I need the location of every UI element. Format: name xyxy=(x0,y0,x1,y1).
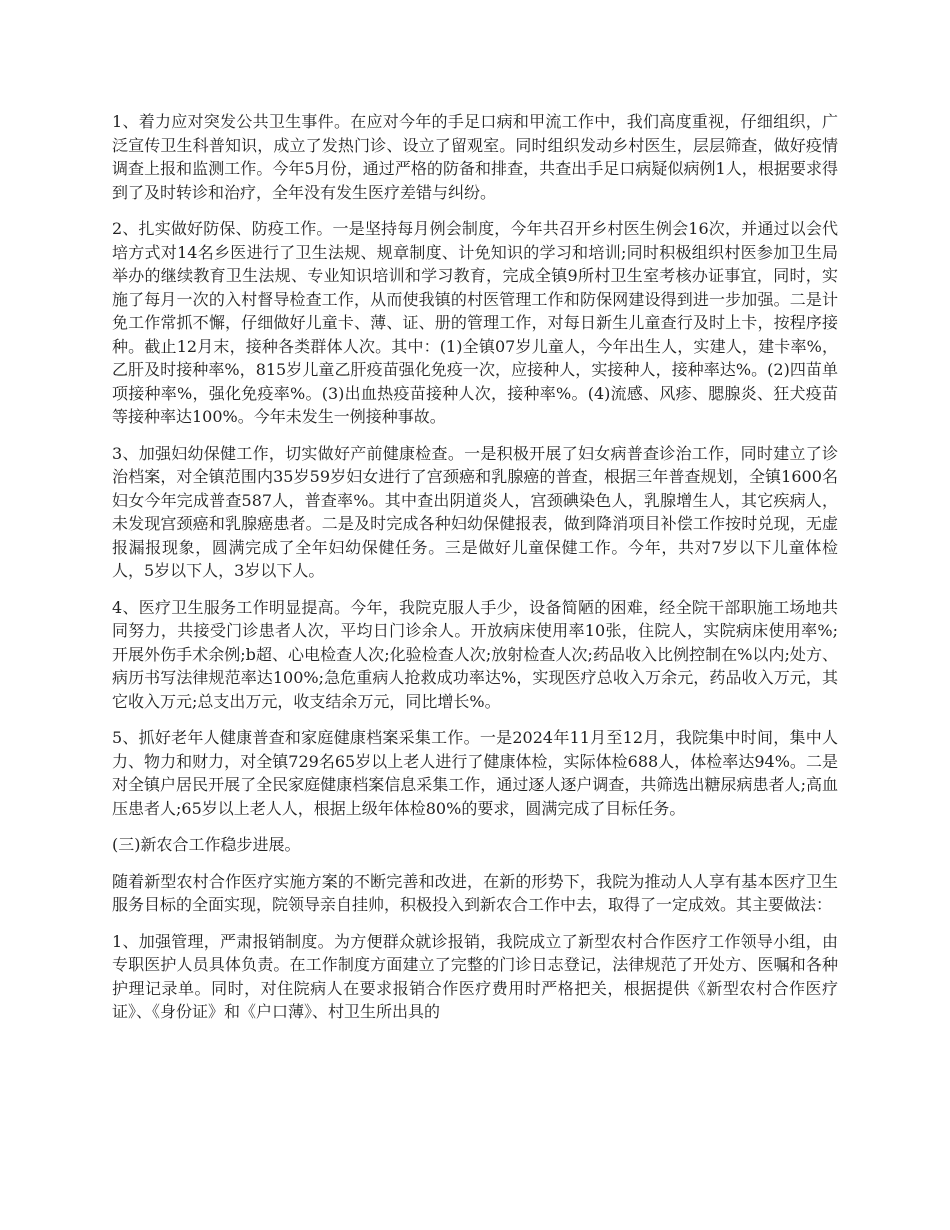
section-heading-new-rural-cooperative: (三)新农合工作稳步进展。 xyxy=(112,835,301,854)
paragraph-medical-services: 4、医疗卫生服务工作明显提高。今年，我院克服人手少，设备简陋的困难，经全院干部职施工场地共同努力，共接受门诊患者人次，平均日门诊余人。开放病床使用率10张，住院人，实院病床使用率%;开展外伤手术余例;b超、心电检查人次;化验检查人次;放射检查人次;药品收入比例控制在%以内;处方、病历书写法律规范率达100%;急危重病人抢救成功率达%，实现医疗总收入万余元，药品收入万元，其它收入万元;总支出万元，收支结余万元，同比增长%。 xyxy=(112,597,838,711)
paragraph-cooperative-intro: 随着新型农村合作医疗实施方案的不断完善和改进，在新的形势下，我院为推动人人享有基本医疗卫生服务目标的全面实现，院领导亲自挂帅，积极投入到新农合工作中去，取得了一定成效。其主要做法： xyxy=(112,871,838,914)
paragraph-elderly-health-records: 5、抓好老年人健康普查和家庭健康档案采集工作。一是2024年11月至12月，我院集中时间，集中人力、物力和财力，对全镇729名65岁以上老人进行了健康体检，实际体检688人，体检率达94%。二是对全镇户居民开展了全民家庭健康档案信息采集工作，通过逐人逐户调查，共筛选出糖尿病患者人;高血压患者人;65岁以上老人人，根据上级年体检80%的要求，圆满完成了目标任务。 xyxy=(112,728,838,818)
paragraph-immunization: 2、扎实做好防保、防疫工作。一是坚持每月例会制度，今年共召开乡村医生例会16次，并通过以会代培方式对14名乡医进行了卫生法规、规章制度、计免知识的学习和培训;同时积极组织村医参加卫生局举办的继续教育卫生法规、专业知识培训和学习教育，完成全镇9所村卫生室考核办证事宜，同时，实施了每月一次的入村督导检查工作，从而使我镇的村医管理工作和防保网建设得到进一步加强。二是计免工作常抓不懈，仔细做好儿童卡、薄、证、册的管理工作，对每日新生儿童查行及时上卡，按程序接种。截止12月末，接种各类群体人次。其中：(1)全镇07岁儿童人，今年出生人，实建人，建卡率%，乙肝及时接种率%，815岁儿童乙肝疫苗强化免疫一次，应接种人，实接种人，接种率达%。(2)四苗单项接种率%，强化免疫率%。(3)出血热疫苗接种人次，接种率%。(4)流感、风疹、腮腺炎、狂犬疫苗等接种率达100%。今年未发生一例接种事故。 xyxy=(112,219,838,426)
paragraph-maternal-child-health: 3、加强妇幼保健工作，切实做好产前健康检查。一是积极开展了妇女病普查诊治工作，同时建立了诊治档案，对全镇范围内35岁59岁妇女进行了宫颈癌和乳腺癌的普查，根据三年普查规划，全镇1600名妇女今年完成普查587人，普查率%。其中查出阴道炎人，宫颈碘染色人，乳腺增生人，其它疾病人，未发现宫颈癌和乳腺癌患者。二是及时完成各种妇幼保健报表，做到降消项目补偿工作按时兑现，无虚报漏报现象，圆满完成了全年妇幼保健任务。三是做好儿童保健工作。今年，共对7岁以下儿童体检人，5岁以下人，3岁以下人。 xyxy=(112,443,838,580)
paragraph-reimbursement-management: 1、加强管理，严肃报销制度。为方便群众就诊报销，我院成立了新型农村合作医疗工作领导小组，由专职医护人员具体负责。在工作制度方面建立了完整的门诊日志登记，法律规范了开处方、医嘱和各种护理记录单。同时，对住院病人在要求报销合作医疗费用时严格把关，根据提供《新型农村合作医疗证》、《身份证》和《户口薄》、村卫生所出具的 xyxy=(112,931,838,1021)
paragraph-outbreak-response: 1、着力应对突发公共卫生事件。在应对今年的手足口病和甲流工作中，我们高度重视，仔细组织，广泛宣传卫生科普知识，成立了发热门诊、设立了留观室。同时组织发动乡村医生，层层筛查，做好疫情调查上报和监测工作。今年5月份，通过严格的防备和排查，共查出手足口病疑似病例1人，根据要求得到了及时转诊和治疗，全年没有发生医疗差错与纠纷。 xyxy=(112,112,838,202)
